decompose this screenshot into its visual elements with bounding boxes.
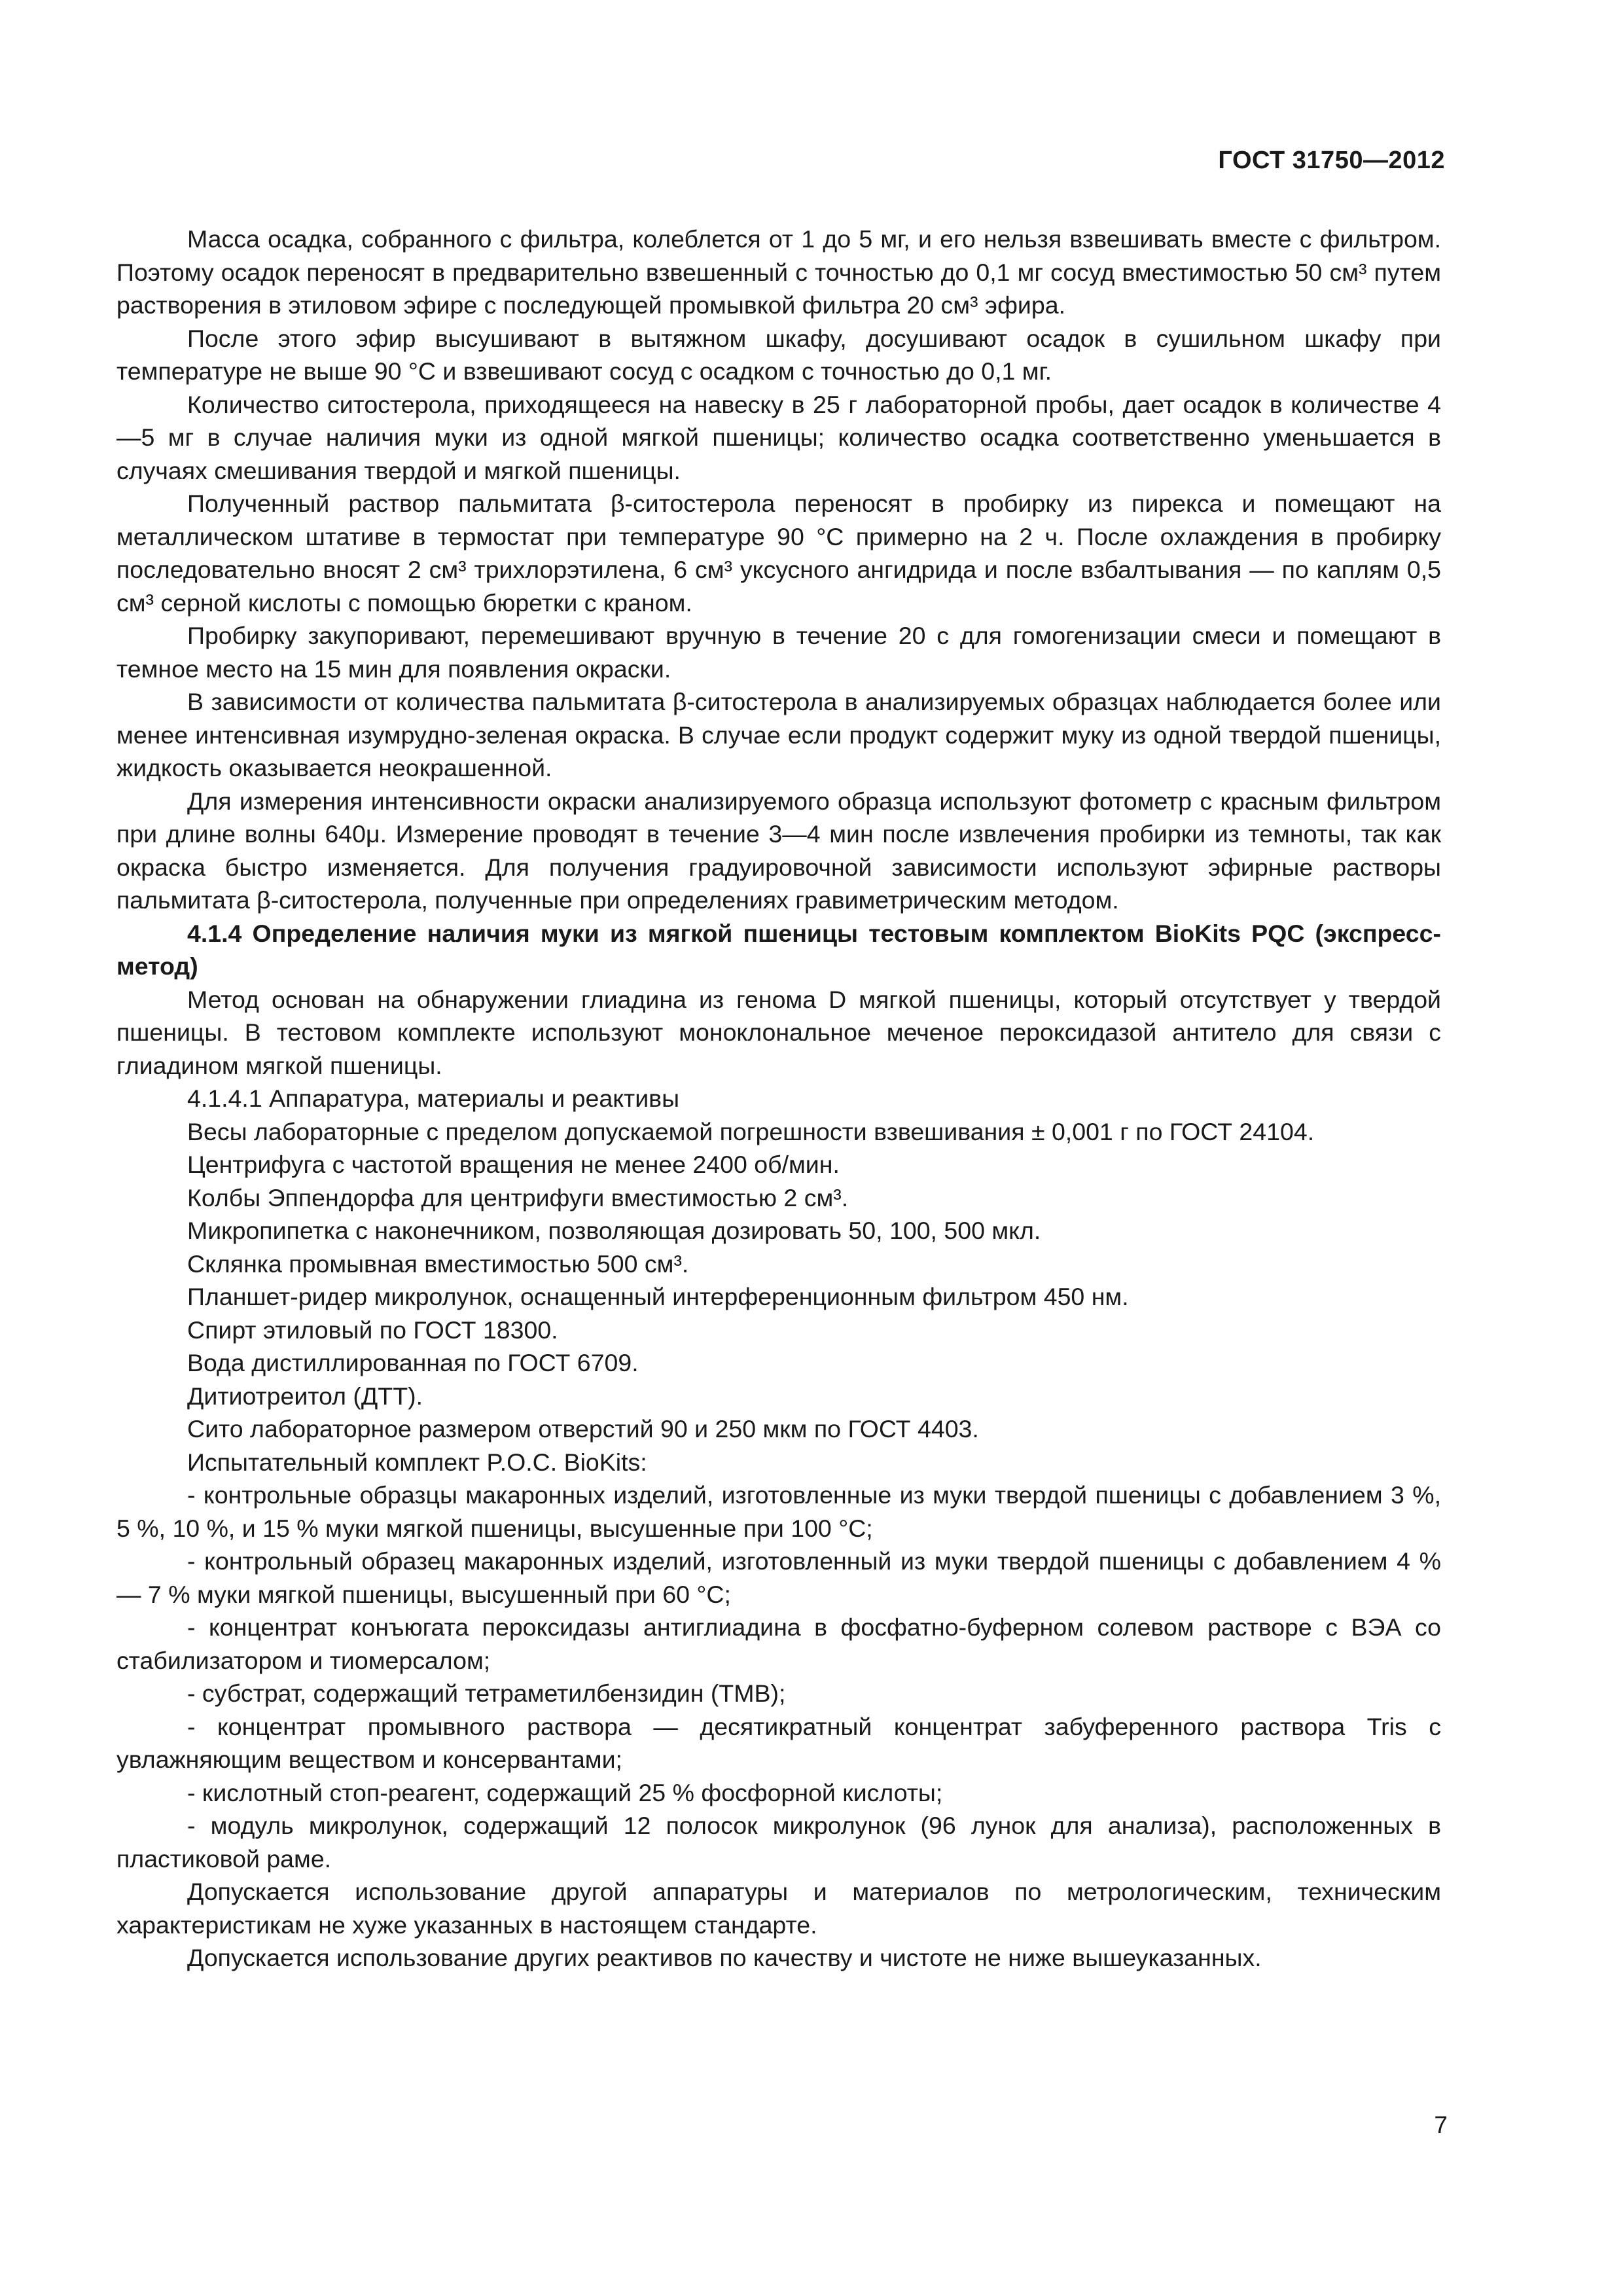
list-item: - субстрат, содержащий тетраметилбензидин (ТМВ); xyxy=(187,1679,786,1707)
list-item: - концентрат промывного раствора — десятикратный концентрат забуференного раствора Tris с увлажняющим веществом и консервантами; xyxy=(116,1712,1441,1773)
list-item: - контрольные образцы макаронных изделий, изготовленные из муки твердой пшеницы с добавлением 3 %, 5 %, 10 %, и 15 % муки мягкой пшеницы, высушенные при 100 °С; xyxy=(116,1481,1441,1542)
paragraph: В зависимости от количества пальмитата β-ситостерола в анализируемых образцах наблюдается более или менее интенсивная изумрудно-зеленая окраска. В случае если продукт содержит муку из одной твердой пшеницы, жидкость оказывается неокрашенной. xyxy=(116,688,1441,781)
list-item: - кислотный стоп-реагент, содержащий 25 % фосфорной кислоты; xyxy=(187,1778,943,1806)
list-item: Весы лабораторные с пределом допускаемой погрешности взвешивания ± 0,001 г по ГОСТ 24104. xyxy=(187,1117,1315,1145)
section-heading: 4.1.4 Определение наличия муки из мягкой пшеницы тестовым комплектом BioKits PQC (экспресс-метод) xyxy=(116,919,1441,980)
list-item: Дитиотреитол (ДТТ). xyxy=(187,1382,423,1410)
list-item: Вода дистиллированная по ГОСТ 6709. xyxy=(187,1349,639,1376)
paragraph: Для измерения интенсивности окраски анализируемого образца используют фотометр с красным фильтром при длине волны 640μ. Измерение проводят в течение 3—4 мин после извлечения пробирки из темноты, так как окраска быстро изменяется. Для получения градуировочной зависимости используют эфирные растворы пальмитата β-ситостерола, полученные при определениях гравиметрическим методом. xyxy=(116,787,1441,914)
list-item: Склянка промывная вместимостью 500 см³. xyxy=(187,1249,689,1278)
paragraph: Полученный раствор пальмитата β-ситостерола переносят в пробирку из пирекса и помещают на металлическом штативе в термостат при температуре 90 °С примерно на 2 ч. После охлаждения в пробирку последовательно вносят 2 см³ трихлорэтилена, 6 см³ уксусного ангидрида и после взбалтывания — по каплям 0,5 см³ серной кислоты с помощью бюретки с краном. xyxy=(116,490,1441,617)
list-item: Испытательный комплект P.O.C. BioKits: xyxy=(187,1448,647,1476)
list-item: - модуль микролунок, содержащий 12 полосок микролунок (96 лунок для анализа), расположенных в пластиковой раме. xyxy=(116,1812,1441,1873)
list-item: Планшет-ридер микролунок, оснащенный интерференционным фильтром 450 нм. xyxy=(187,1283,1129,1310)
paragraph: После этого эфир высушивают в вытяжном шкафу, досушивают осадок в сушильном шкафу при температуре не выше 90 °С и взвешивают сосуд с осадком с точностью до 0,1 мг. xyxy=(116,324,1441,385)
subsection-heading: 4.1.4.1 Аппаратура, материалы и реактивы xyxy=(187,1085,680,1112)
paragraph: Метод основан на обнаружении глиадина из генома D мягкой пшеницы, который отсутствует у твердой пшеницы. В тестовом комплекте используют моноклональное меченое пероксидазой антитело для связи с глиадином мягкой пшеницы. xyxy=(116,985,1441,1079)
list-item: Спирт этиловый по ГОСТ 18300. xyxy=(187,1316,558,1344)
standard-id-header: ГОСТ 31750—2012 xyxy=(1218,147,1445,174)
list-item: Центрифуга с частотой вращения не менее 2400 об/мин. xyxy=(187,1151,840,1178)
paragraph: Пробирку закупоривают, перемешивают вручную в течение 20 с для гомогенизации смеси и помещают в темное место на 15 мин для появления окраски. xyxy=(116,622,1441,683)
paragraph: Масса осадка, собранного с фильтра, колеблется от 1 до 5 мг, и его нельзя взвешивать вместе с фильтром. Поэтому осадок переносят в предварительно взвешенный с точностью до 0,1 мг сосуд вместимостью 50 см³ путем растворения в этиловом эфире с последующей промывкой фильтра 20 см³ эфира. xyxy=(116,225,1441,319)
paragraph: Количество ситостерола, приходящееся на навеску в 25 г лабораторной пробы, дает осадок в количестве 4—5 мг в случае наличия муки из одной мягкой пшеницы; количество осадка соответственно уменьшается в случаях смешивания твердой и мягкой пшеницы. xyxy=(116,390,1441,484)
list-item: - концентрат конъюгата пероксидазы антиглиадина в фосфатно-буферном солевом растворе с ВЭА со стабилизатором и тиомерсалом; xyxy=(116,1613,1441,1674)
list-item: - контрольный образец макаронных изделий, изготовленный из муки твердой пшеницы с добавлением 4 % — 7 % муки мягкой пшеницы, высушенный при 60 °С; xyxy=(116,1547,1441,1608)
paragraph: Допускается использование другой аппаратуры и материалов по метрологическим, техническим характеристикам не хуже указанных в настоящем стандарте. xyxy=(116,1878,1441,1939)
list-item: Колбы Эппендорфа для центрифуги вместимостью 2 см³. xyxy=(187,1183,849,1211)
list-item: Микропипетка с наконечником, позволяющая дозировать 50, 100, 500 мкл. xyxy=(187,1217,1041,1244)
body-text xyxy=(116,223,1441,1975)
list-item: Сито лабораторное размером отверстий 90 и 250 мкм по ГОСТ 4403. xyxy=(187,1415,979,1443)
paragraph: Допускается использование других реактивов по качеству и чистоте не ниже вышеуказанных. xyxy=(187,1944,1262,1971)
page-number: 7 xyxy=(1434,2111,1448,2138)
